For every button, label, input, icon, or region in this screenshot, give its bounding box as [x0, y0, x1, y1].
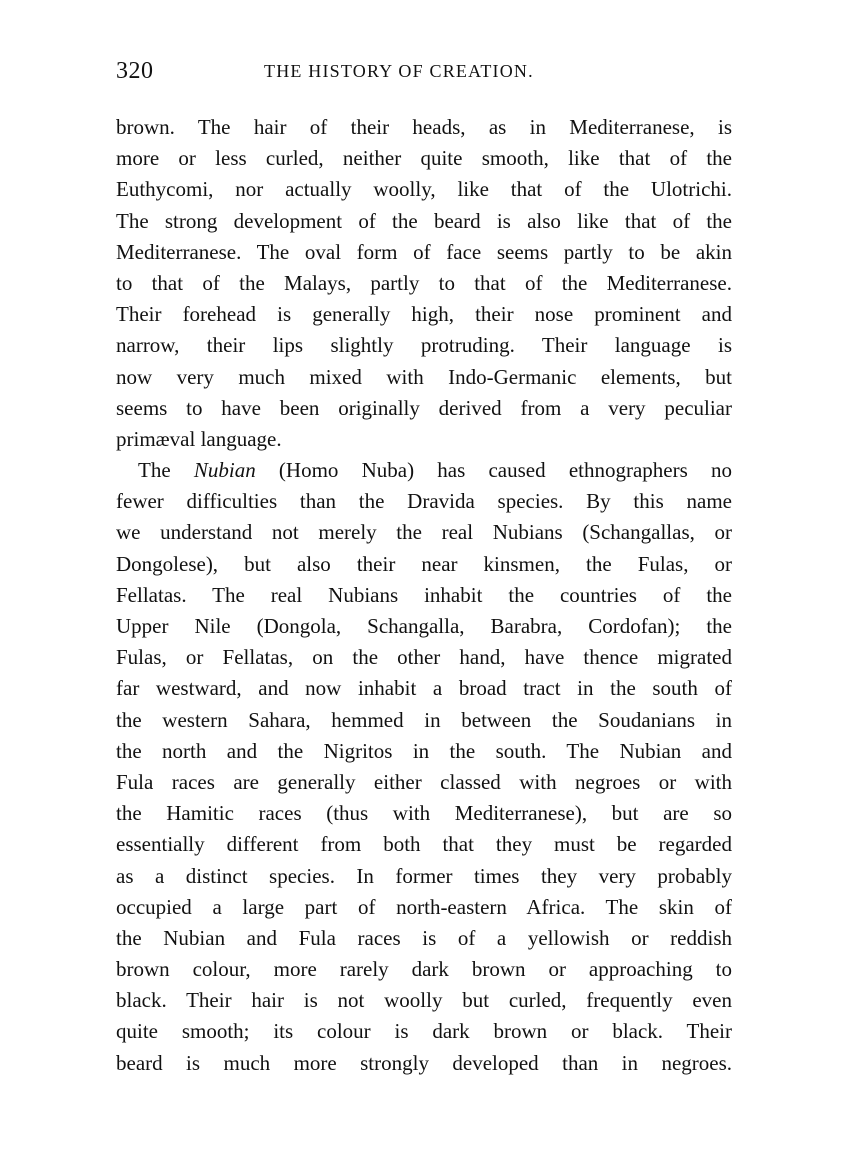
text-line: the western Sahara, hemmed in between the Soudanians in — [116, 707, 732, 732]
text-line: now very much mixed with Indo-Germanic elements, but — [116, 364, 732, 389]
text-line: as a distinct species. In former times they very probably — [116, 863, 732, 888]
text-line: Upper Nile (Dongola, Schangalla, Barabra, Cordofan); the — [116, 614, 732, 638]
text-line: black. Their hair is not woolly but curled, frequently even — [116, 988, 732, 1013]
text-line: Euthycomi, nor actually woolly, like that of the Ulotrichi. — [116, 177, 732, 202]
text-line: the Hamitic races (thus with Mediterranese), but are so — [116, 801, 732, 826]
text-line: Fula races are generally either classed with negroes or with — [116, 769, 732, 794]
text-line: essentially different from both that they must be regarded — [116, 832, 732, 857]
text-line: beard is much more strongly developed than in negroes. — [116, 1050, 732, 1075]
page-number: 320 — [116, 58, 154, 84]
text-line: brown. The hair of their heads, as in Mediterranese, is — [116, 115, 732, 139]
text-line: more or less curled, neither quite smooth, like that of the — [116, 146, 732, 171]
text-line: The strong development of the beard is also like that of the — [116, 208, 732, 233]
text-line: primæval language. — [116, 426, 282, 451]
text-line: Mediterranese. The oval form of face seems partly to be akin — [116, 239, 732, 264]
paragraph-2 — [116, 455, 732, 1079]
line-rest: (Homo Nuba) has caused ethnographers no — [255, 458, 732, 483]
body-text — [116, 112, 732, 1079]
text-line: occupied a large part of north-eastern Africa. The skin of — [116, 894, 732, 919]
text-line: quite smooth; its colour is dark brown or black. Their — [116, 1019, 732, 1044]
text-line: far westward, and now inhabit a broad tract in the south of — [116, 676, 732, 701]
text-line: Fulas, or Fellatas, on the other hand, have thence migrated — [116, 645, 732, 670]
text-line: fewer difficulties than the Dravida species. By this name — [116, 489, 732, 514]
text-line: the Nubian and Fula races is of a yellowish or reddish — [116, 925, 732, 950]
text-line: we understand not merely the real Nubians (Schangallas, or — [116, 520, 732, 545]
text-line: Fellatas. The real Nubians inhabit the countries of the — [116, 582, 732, 607]
text-line: seems to have been originally derived from a very peculiar — [116, 395, 732, 420]
paragraph-1 — [116, 112, 732, 455]
running-title: THE HISTORY OF CREATION. — [264, 61, 534, 81]
text-line: narrow, their lips slightly protruding. Their language is — [116, 333, 732, 358]
text-line: brown colour, more rarely dark brown or approaching to — [116, 957, 732, 982]
running-head — [116, 58, 732, 88]
text-line: the north and the Nigritos in the south. The Nubian and — [116, 738, 732, 763]
text-line-first — [116, 455, 732, 486]
text-line: Their forehead is generally high, their nose prominent and — [116, 302, 732, 327]
emphasized-term: Nubian — [193, 458, 256, 483]
text-line: to that of the Malays, partly to that of the Mediterranese. — [116, 270, 732, 295]
text-line: Dongolese), but also their near kinsmen, the Fulas, or — [116, 551, 732, 576]
line-prefix: The — [138, 458, 194, 483]
